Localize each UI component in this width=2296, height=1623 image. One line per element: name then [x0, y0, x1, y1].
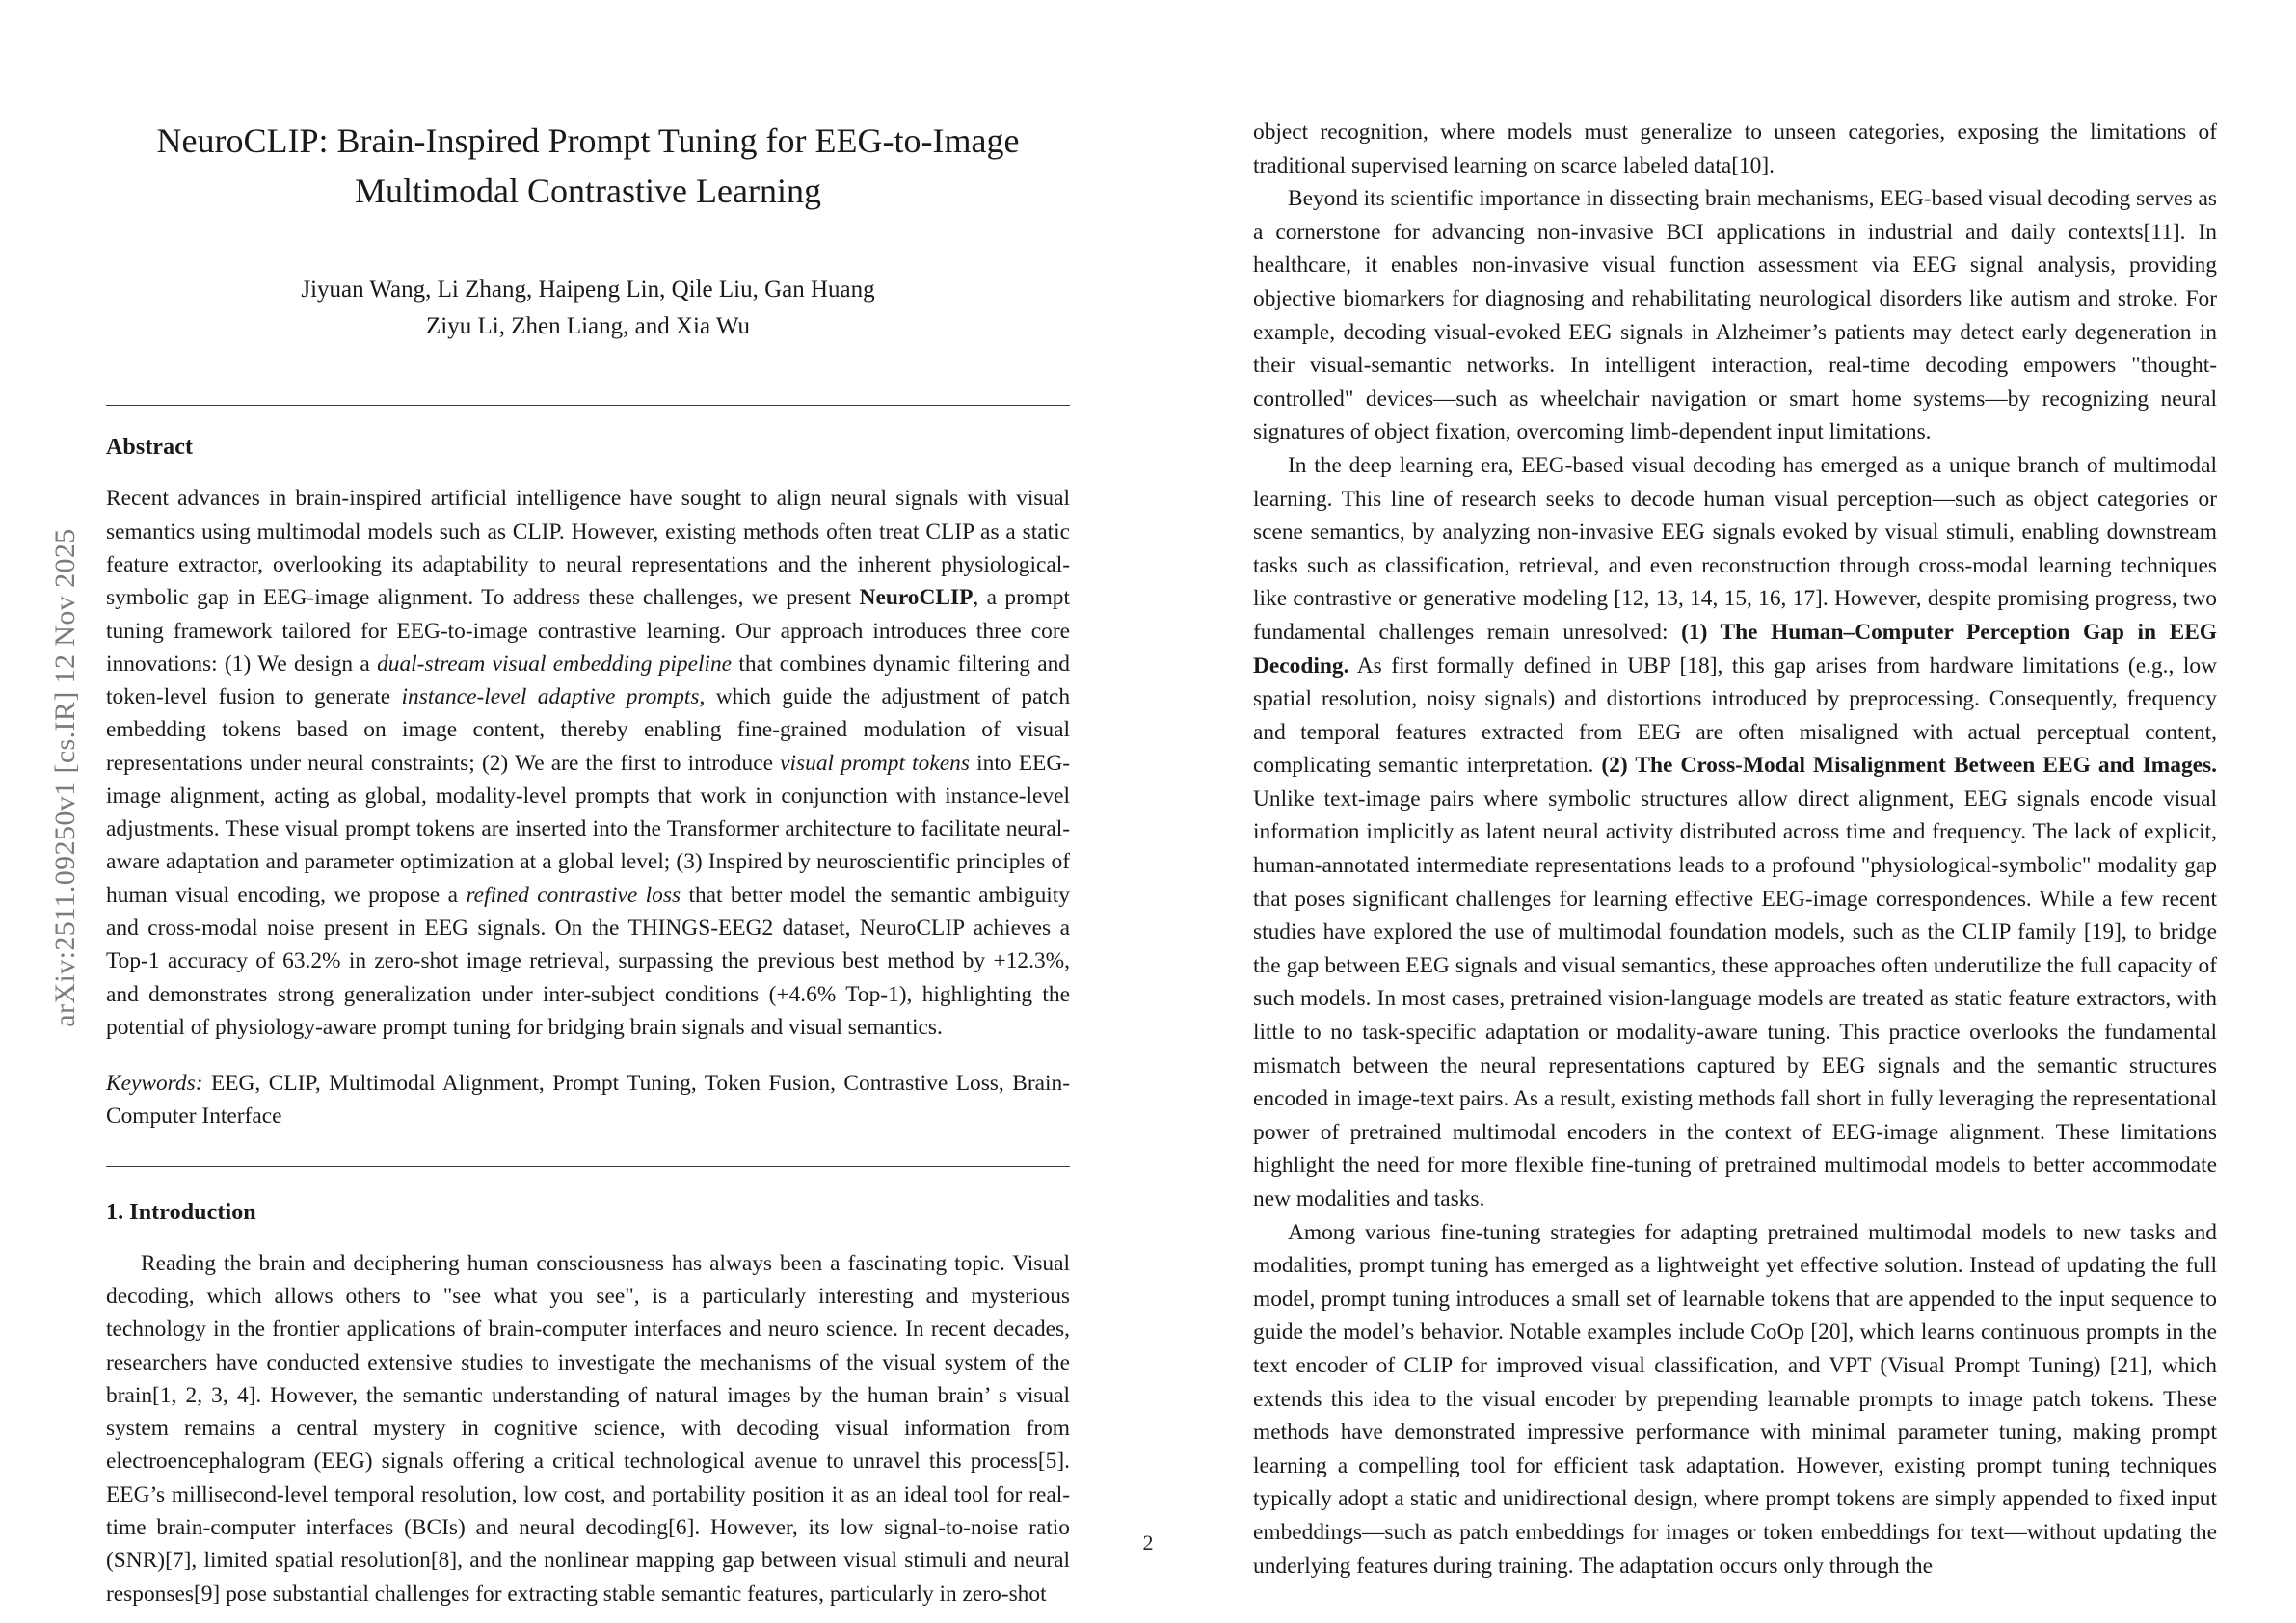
introduction-heading: 1. Introduction — [106, 1199, 256, 1225]
keywords-value: EEG, CLIP, Multimodal Alignment, Prompt Tuning, Token Fusion, Contrastive Loss, Brain-Computer Interface — [106, 1071, 1070, 1130]
abstract-text-g: that better model the semantic ambiguity and cross-modal noise present in EEG signals. On the THINGS-EEG2 dataset, NeuroCLIP achieves a Top-1 accuracy of 63.2% in zero-shot image retrieval, surpassing the previous best method by +12.3%, and demonstrates strong generalization under inter-subject conditions (+4.6% Top-1), highlighting the potential of physiology-aware prompt tuning for bridging brain signals and visual semantics. — [106, 882, 1071, 1040]
abstract-italic-4: refined contrastive loss — [466, 882, 681, 908]
left-column — [106, 116, 1070, 1610]
abstract-text-a: Recent advances in brain-inspired artificial intelligence have sought to align neural signals with visual semantics using multimodal models such as CLIP. However, existing methods often treat CLIP as a static feature extractor, overlooking its adaptability to neural representations and the inherent physiological-symbolic gap in EEG-image alignment. To address these challenges, we present — [106, 486, 1070, 611]
abstract-neuroclip-bold: NeuroCLIP — [859, 585, 974, 611]
right-paragraph-2: Beyond its scientific importance in dissecting brain mechanisms, EEG-based visual decoding serves as a cornerstone for advancing non-invasive BCI applications in industrial and daily contexts[11]. In healthcare, it enables non-invasive visual function assessment via EEG signal analysis, providing objective biomarkers for diagnosing and rehabilitating neurological disorders like autism and stroke. For example, decoding visual-evoked EEG signals in Alzheimer’s patients may detect early degeneration in their visual-semantic networks. In intelligent interaction, real-time decoding empowers "thought-controlled" devices—such as wheelchair navigation or smart home systems—by recognizing neural signatures of object fixation, overcoming limb-dependent input limitations. — [1253, 186, 2217, 445]
abstract-text-e: , which guide the adjustment of patch embedding tokens based on image content, thereby enabling fine-grained modulation of visual representations under neural constraints; (2) We are the first to introduce — [106, 684, 1071, 776]
title-line-1: NeuroCLIP: Brain-Inspired Prompt Tuning for EEG-to-Image — [156, 121, 1020, 160]
challenge-1-bold-heading: (1) The Human–Computer Perception Gap in EEG Decoding. — [1253, 619, 2217, 678]
arxiv-stamp: arXiv:2511.09250v1 [cs.IR] 12 Nov 2025 — [49, 528, 81, 1027]
abstract-text-d: that combines dynamic filtering and token-level fusion to generate — [106, 651, 1070, 710]
keywords-label: Keywords: — [106, 1071, 203, 1097]
abstract-italic-2: instance-level adaptive prompts — [401, 684, 700, 710]
author-list — [106, 272, 1070, 345]
right-p3-text-e: Unlike text-image pairs where symbolic structures allow direct alignment, EEG signals encode visual information implicitly as latent neural activity distributed across time and frequency. The lack of explicit, human-annotated intermediate representations leads to a profound "physiological-symbolic" modality gap that poses significant challenges for learning effective EEG-image correspondences. While a few recent studies have explored the use of multimodal foundation models, such as the CLIP family [19], to bridge the gap between EEG signals and visual semantics, these approaches often underutilize the full capacity of such models. In most cases, pretrained vision-language models are treated as static feature extractors, with little to no task-specific adaptation or modality-aware tuning. This practice overlooks the fundamental mismatch between the neural representations captured by EEG signals and the semantic structures encoded in image-text pairs. As a result, existing methods fall short in fully leveraging the representational power of pretrained multimodal encoders in the context of EEG-image alignment. These limitations highlight the need for more flexible fine-tuning of pretrained multimodal models to better accommodate new modalities and tasks. — [1253, 785, 2217, 1211]
abstract-rule-bottom — [106, 1166, 1070, 1167]
author-line-1: Jiyuan Wang, Li Zhang, Haipeng Lin, Qile Liu, Gan Huang — [301, 277, 875, 304]
keywords — [106, 1067, 1070, 1133]
abstract-heading: Abstract — [106, 435, 194, 461]
right-column — [1253, 116, 2217, 1583]
page-title — [106, 116, 1070, 216]
right-paragraph-3 — [1253, 449, 2217, 1216]
right-paragraph-continued: object recognition, where models must generalize to unseen categories, exposing the limitations of traditional supervised learning on scarce labeled data[10]. — [1253, 120, 2217, 178]
introduction-paragraph-1: Reading the brain and deciphering human consciousness has always been a fascinating topic. Visual decoding, which allows others to "see what you see", is a particularly interesting and mysterious technology in the frontier applications of brain-computer interfaces and neuro science. In recent decades, researchers have conducted extensive studies to investigate the mechanisms of the visual system of the brain[1, 2, 3, 4]. However, the semantic understanding of natural images by the human brain’ s visual system remains a central mystery in cognitive science, with decoding visual information from electroencephalogram (EEG) signals offering a critical technological avenue to unravel this process[5]. EEG’s millisecond-level temporal resolution, low cost, and portability position it as an ideal tool for real-time brain-computer interfaces (BCIs) and neural decoding[6]. However, its low signal-to-noise ratio (SNR)[7], limited spatial resolution[8], and the nonlinear mapping gap between visual stimuli and neural responses[9] pose substantial challenges for extracting stable semantic features, particularly in zero-shot — [106, 1250, 1070, 1607]
right-p3-text-a: In the deep learning era, EEG-based visual decoding has emerged as a unique branch of multimodal learning. This line of research seeks to decode human visual perception—such as object categories or scene semantics, by analyzing non-invasive EEG signals evoked by visual stimuli, enabling downstream tasks such as classification, retrieval, and even reconstruction through cross-modal learning techniques like contrastive or generative modeling [12, 13, 14, 15, 16, 17]. However, despite promising progress, two fundamental challenges remain unresolved: — [1253, 452, 2217, 645]
abstract-rule-top — [106, 405, 1070, 406]
abstract-text-f: into EEG-image alignment, acting as global, modality-level prompts that work in conjunction with instance-level adjustments. These visual prompt tokens are inserted into the Transformer architecture to facilitate neural-aware adaptation and parameter optimization at a global level; (3) Inspired by neuroscientific principles of human visual encoding, we propose a — [106, 750, 1070, 908]
challenge-2-bold-heading: (2) The Cross-Modal Misalignment Between EEG and Images. — [1601, 753, 2218, 779]
abstract-text-c: , a prompt tuning framework tailored for EEG-to-image contrastive learning. Our approach introduces three core innovations: (1) We design a — [106, 585, 1070, 677]
page-number: 2 — [1142, 1530, 1154, 1555]
abstract-italic-1: dual-stream visual embedding pipeline — [377, 651, 733, 677]
author-line-2: Ziyu Li, Zhen Liang, and Xia Wu — [426, 313, 750, 340]
right-p3-text-c: As first formally defined in UBP [18], this gap arises from hardware limitations (e.g., low spatial resolution, noisy signals) and distortions introduced by preprocessing. Consequently, frequency and temporal features extracted from EEG are often misaligned with actual perceptual content, complicating semantic interpretation. — [1253, 652, 2217, 779]
right-paragraph-4: Among various fine-tuning strategies for adapting pretrained multimodal models to new tasks and modalities, prompt tuning has emerged as a lightweight yet effective solution. Instead of updating the full model, prompt tuning introduces a small set of learnable tokens that are appended to the input sequence to guide the model’s behavior. Notable examples include CoOp [20], which learns continuous prompts in the text encoder of CLIP for improved visual classification, and VPT (Visual Prompt Tuning) [21], which extends this idea to the visual encoder by prepending learnable prompts to image patch tokens. These methods have demonstrated impressive performance with minimal parameter tuning, making prompt learning a compelling tool for efficient task adaptation. However, existing prompt tuning techniques typically adopt a static and unidirectional design, where prompt tokens are simply appended to fixed input embeddings—such as patch embeddings for images or token embeddings for text—without updating the underlying features during training. The adaptation occurs only through the — [1253, 1219, 2217, 1579]
abstract-paragraph — [106, 482, 1070, 1044]
abstract-italic-3: visual prompt tokens — [780, 750, 970, 776]
title-line-2: Multimodal Contrastive Learning — [355, 172, 821, 211]
